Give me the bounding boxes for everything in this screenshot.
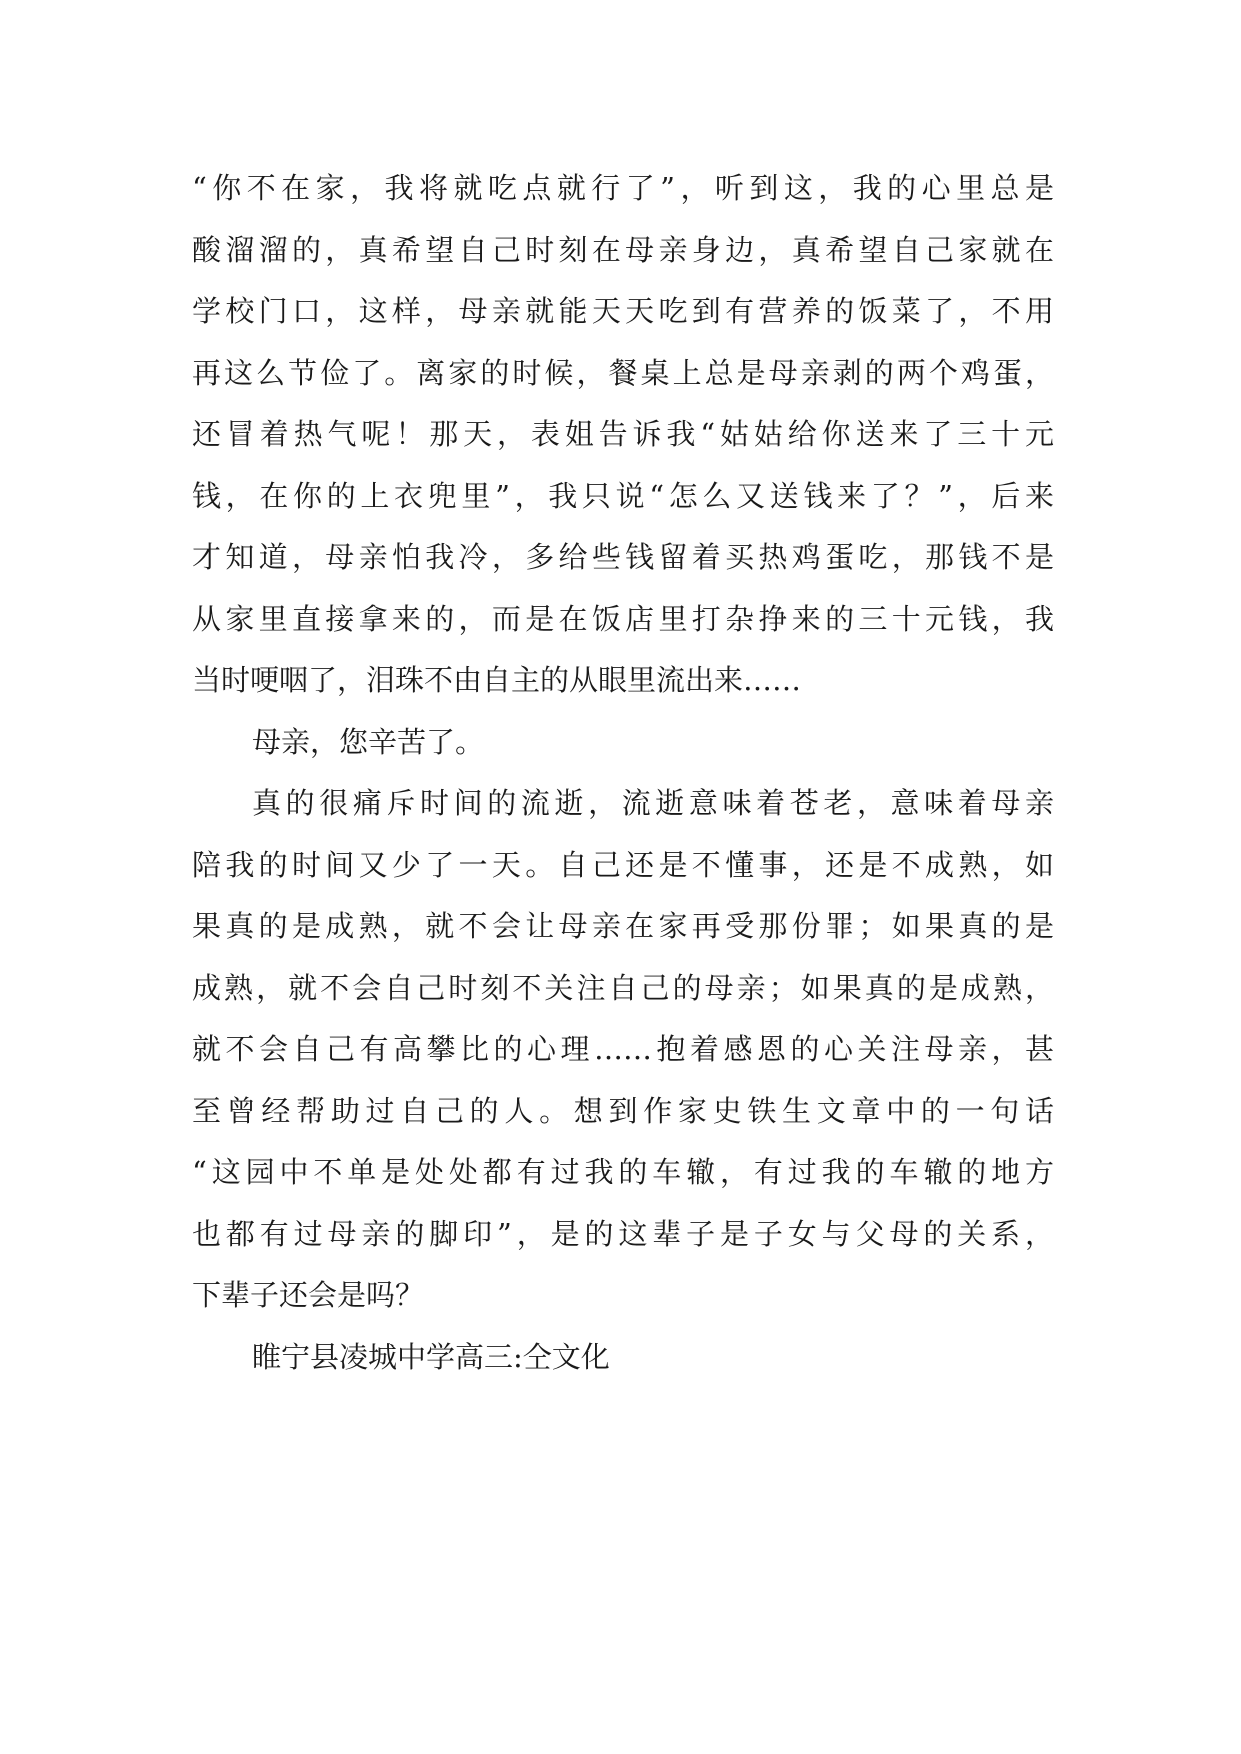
- text-line: 母亲，您辛苦了。: [252, 724, 485, 759]
- text-line: 才知道，母亲怕我冷，多给些钱留着买热鸡蛋吃，那钱不是: [192, 540, 1054, 574]
- text-line: 真的很痛斥时间的流逝，流逝意味着苍老，意味着母亲: [252, 786, 1054, 820]
- text-line: 再这么节俭了。离家的时候，餐桌上总是母亲剥的两个鸡蛋，: [192, 355, 1054, 390]
- text-line: 就不会自己有高攀比的心理……抱着感恩的心关注母亲，甚: [192, 1032, 1054, 1066]
- text-line: 从家里直接拿来的，而是在饭店里打杂挣来的三十元钱，我: [192, 601, 1054, 636]
- text-line: 还冒着热气呢！那天，表姐告诉我“姑姑给你送来了三十元: [192, 417, 1054, 451]
- text-line: 当时哽咽了，泪珠不由自主的从眼里流出来……: [192, 663, 802, 697]
- text-line: 酸溜溜的，真希望自己时刻在母亲身边，真希望自己家就在: [192, 232, 1054, 267]
- paragraph: [192, 712, 1054, 774]
- document-body: [192, 158, 1054, 1388]
- text-line: 陪我的时间又少了一天。自己还是不懂事，还是不成熟，如: [192, 847, 1054, 882]
- text-line: 下辈子还会是吗？: [192, 1278, 425, 1312]
- text-line: 果真的是成熟，就不会让母亲在家再受那份罪；如果真的是: [192, 909, 1054, 943]
- signature-text: 睢宁县凌城中学高三:仝文化: [252, 1339, 610, 1374]
- paragraph: [192, 773, 1054, 1327]
- text-line: “你不在家，我将就吃点就行了”，听到这，我的心里总是: [192, 171, 1054, 205]
- text-line: 学校门口，这样，母亲就能天天吃到有营养的饭菜了，不用: [192, 294, 1054, 328]
- paragraph: [192, 158, 1054, 712]
- text-line: “这园中不单是处处都有过我的车辙，有过我的车辙的地方: [192, 1155, 1054, 1189]
- text-line: 成熟，就不会自己时刻不关注自己的母亲；如果真的是成熟，: [192, 970, 1054, 1005]
- signature: [192, 1327, 1054, 1389]
- text-line: 至曾经帮助过自己的人。想到作家史铁生文章中的一句话: [192, 1093, 1054, 1128]
- text-line: 也都有过母亲的脚印”，是的这辈子是子女与父母的关系，: [192, 1216, 1054, 1251]
- text-line: 钱，在你的上衣兜里”，我只说“怎么又送钱来了？”，后来: [192, 478, 1054, 513]
